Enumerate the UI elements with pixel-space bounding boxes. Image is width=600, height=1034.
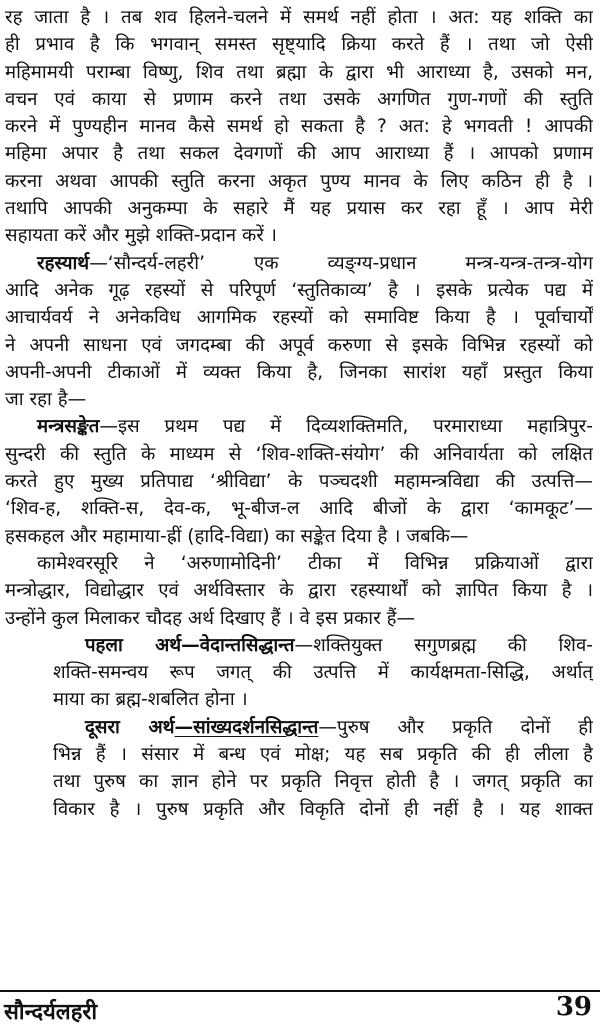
text-line: करने में पुण्यहीन मानव कैसे समर्थ हो सकता है ? अत: हे भगवती ! आपकी <box>5 116 593 138</box>
text-line: ‘शिव-ह, शक्ति-स, देव-क, भू-बीज-ल आदि बीजों के द्वारा ‘कामकूट’— <box>5 498 593 520</box>
text-line: आचार्यवर्य ने अनेकविध आगमिक रहस्यों को समाविष्ट किया है । पूर्वाचार्यों <box>5 307 593 329</box>
text-line: तथापि आपकी अनुकम्पा के सहारे मैं यह प्रयास कर रहा हूँ । आप मेरी <box>5 198 593 220</box>
text-line: मन्त्रोद्धार, विद्योद्धार एवं अर्थविस्तार के द्वारा रहस्यार्थों को ज्ञापित किया है । <box>5 580 593 602</box>
text-line: हसकहल और महामाया-ह्रीं (हादि-विद्या) का सङ्केत दिया है । जबकि— <box>5 525 469 547</box>
page-number: 39 <box>555 992 592 1022</box>
text-line: आदि अनेक गूढ़ रहस्यों से परिपूर्ण ‘स्तुतिकाव्य’ है । इसके प्रत्येक पद्य में <box>5 279 593 301</box>
text-line: माया का ब्रह्म-शबलित होना । <box>53 689 248 711</box>
text-line: पहला अर्थ—वेदान्तसिद्धान्त—शक्तियुक्त सगुणब्रह्म की शिव- <box>85 634 593 656</box>
text-line: रहस्यार्थ—‘सौन्दर्य-लहरी’ एक व्यङ्ग्य-प्रधान मन्त्र-यन्त्र-तन्त्र-योग <box>37 252 593 274</box>
sub-heading: पहला अर्थ—वेदान्तसिद्धान्त <box>85 634 295 656</box>
text-line: ने अपनी साधना एवं जगदम्बा की अपूर्व करुणा से इसके विभिन्न रहस्यों को <box>5 334 593 356</box>
text-line: शक्ति-समन्वय रूप जगत् की उत्पत्ति में कार्यक्षमता-सिद्धि, अर्थात् <box>53 662 593 684</box>
section-heading: मन्त्रसङ्केत <box>37 416 100 438</box>
text-line: करते हुए मुख्य प्रतिपाद्य ‘श्रीविद्या’ के पञ्चदशी महामन्त्रविद्या की उत्पत्ति— <box>5 471 593 493</box>
text-line: करना अथवा आपकी स्तुति करना अकृत पुण्य मानव के लिए कठिन ही है । <box>5 170 593 192</box>
text-line: सहायता करें और मुझे शक्ति-प्रदान करें । <box>5 225 277 247</box>
text-line: मन्त्रसङ्केत—इस प्रथम पद्य में दिव्यशक्तिमति, परमाराध्या महात्रिपुर- <box>37 416 593 438</box>
text-line: सुन्दरी की स्तुति के माध्यम से ‘शिव-शक्ति-संयोग’ की अनिवार्यता को लक्षित <box>5 443 593 465</box>
text-line: कामेश्वरसूरि ने ‘अरुणामोदिनी’ टीका में विभिन्न प्रक्रियाओं द्वारा <box>37 552 593 574</box>
text-line: जा रहा है— <box>5 389 87 411</box>
text-line: उन्होंने कुल मिलाकर चौदह अर्थ दिखाए हैं । वे इस प्रकार हैं— <box>5 607 416 629</box>
page-body <box>5 4 593 823</box>
text-line: अपनी-अपनी टीकाओं में व्यक्त किया है, जिनका सारांश यहाँ प्रस्तुत किया <box>5 361 593 383</box>
section-heading: रहस्यार्थ <box>37 252 90 274</box>
page-footer <box>0 990 600 1032</box>
sub-heading: दूसरा अर्थ <box>85 716 175 738</box>
text-line: ही प्रभाव है कि भगवान् समस्त सृष्ट्यादि क्रिया करते हैं । तथा जो ऐसी <box>5 34 593 56</box>
text-line: दूसरा अर्थ—सांख्यदर्शनसिद्धान्त—पुरुष और प्रकृति दोनों ही <box>85 716 593 738</box>
text-line: तथा पुरुष का ज्ञान होने पर प्रकृति निवृत्त होती है । जगत् प्रकृति का <box>53 771 593 793</box>
text-line: वचन एवं काया से प्रणाम करने तथा उसके अगणित गुण-गणों की स्तुति <box>5 88 593 110</box>
text-line: महिमामयी पराम्बा विष्णु, शिव तथा ब्रह्मा के द्वारा भी आराध्या है, उसको मन, <box>5 61 593 83</box>
text-line: विकार है । पुरुष प्रकृति और विकृति दोनों ही नहीं है । यह शाक्त <box>53 798 593 820</box>
text-line: रह जाता है । तब शव हिलने-चलने में समर्थ नहीं होता । अत: यह शक्ति का <box>5 7 593 28</box>
sub-heading-underlined: —सांख्यदर्शनसिद्धान्त <box>174 716 319 738</box>
book-title: सौन्दर्यलहरी <box>4 1000 98 1025</box>
text-line: भिन्न हैं । संसार में बन्ध एवं मोक्ष; यह सब प्रकृति की ही लीला है <box>53 744 593 766</box>
text-line: महिमा अपार है तथा सकल देवगणों की आप आराध्या हैं । आपको प्रणाम <box>5 143 593 165</box>
